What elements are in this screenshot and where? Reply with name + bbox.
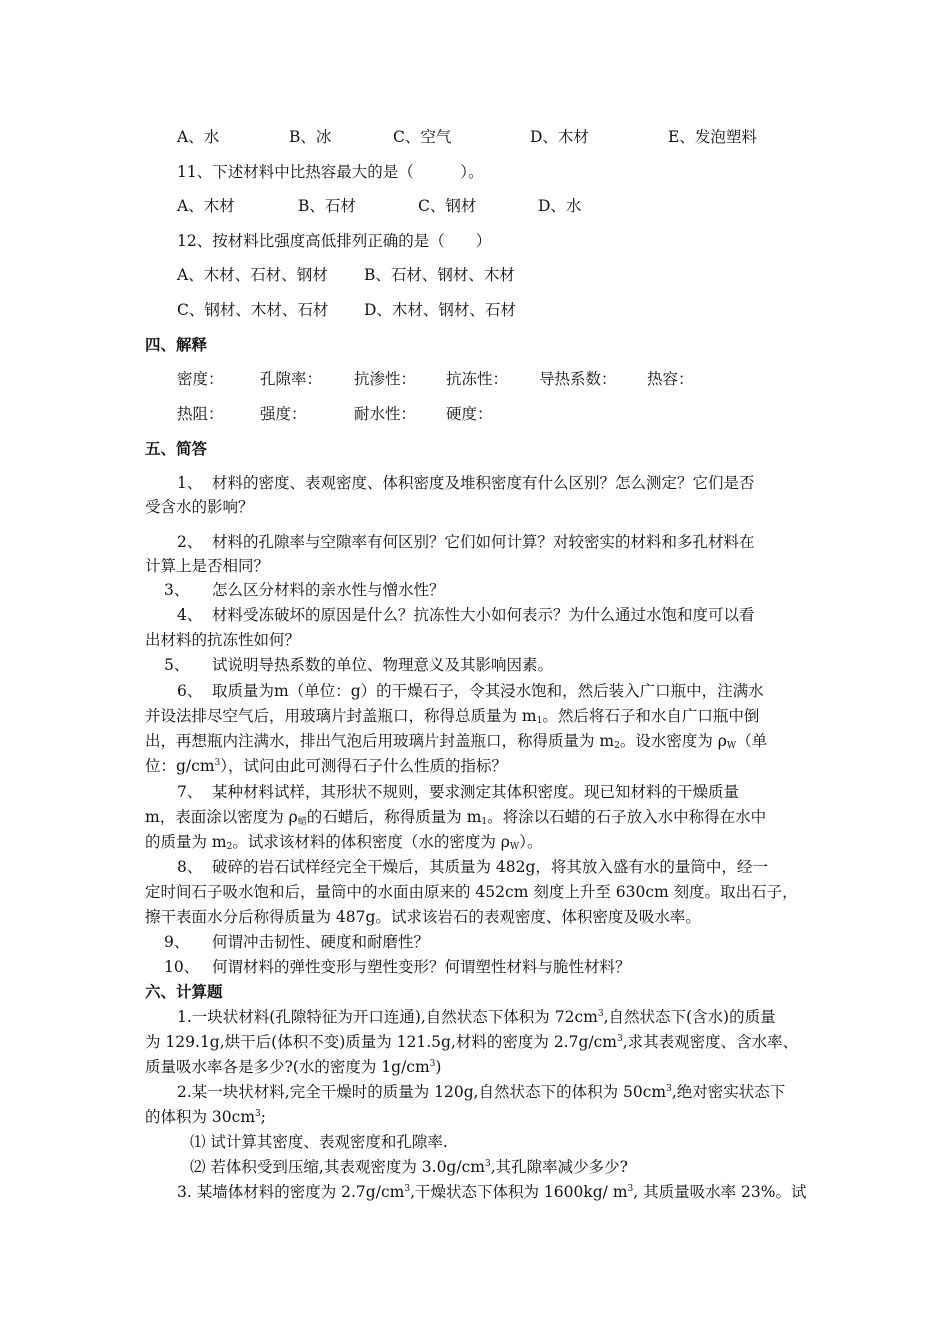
s5-q5-line1: 试说明导热系数的单位、物理意义及其影响因素。 (212, 656, 554, 674)
q12-option-c: C、钢材、木材、石材 (177, 301, 329, 319)
s5-q3-line1: 怎么区分材料的亲水性与憎水性？ (212, 581, 445, 599)
term-water-resistance: 耐水性： (354, 405, 417, 423)
s5-q7-line2: m，表面涂以密度为 $\rho_蜡$的石蜡后，称得质量为 $m_1$。将涂以石蜡的石子放入水中称得在水中 (145, 808, 767, 827)
s6-p2-line2: 的体积为 $30cm^3$; (145, 1108, 266, 1126)
q12-question: 12、按材料比强度高低排列正确的是（ ） (177, 232, 492, 250)
q11-option-b: B、石材 (298, 197, 356, 215)
s5-q3-number: 3、 (164, 581, 190, 599)
term-hardness: 硬度： (446, 405, 493, 423)
term-strength: 强度： (260, 405, 307, 423)
s5-q4-line1: 材料受冻破坏的原因是什么？抗冻性大小如何表示？为什么通过水饱和度可以看 (212, 606, 755, 624)
s5-q5-number: 5、 (164, 656, 190, 674)
q11-option-c: C、钢材 (418, 197, 477, 215)
s5-q6-line1: 取质量为m（单位：g）的干燥石子，令其浸水饱和，然后装入广口瓶中，注满水 (212, 682, 764, 700)
s6-p3-line1: 3. 某墙体材料的密度为 $2.7g/cm^3$,干燥状态下体积为 1600kg/ $m^3$, 其质量吸水率 23%。试 (177, 1183, 807, 1201)
s5-q6-line4: 位：$g/cm^3$），试问由此可测得石子什么性质的指标？ (145, 757, 508, 775)
s5-q6-line3: 出，再想瓶内注满水，排出气泡后用玻璃片封盖瓶口，称得质量为 $m_2$。设水密度为 $\rho_W$（单 (145, 732, 768, 751)
s5-q9-line1: 何谓冲击韧性、硬度和耐磨性？ (212, 933, 430, 951)
q12-option-a: A、木材、石材、钢材 (177, 266, 328, 284)
q11-option-d: D、水 (538, 197, 582, 215)
s6-p1-line1: 1.一块状材料(孔隙特征为开口连通),自然状态下体积为 $72cm^3$,自然状态下(含水)的质量 (177, 1008, 776, 1026)
s5-q7-number: 7、 (177, 783, 203, 801)
s5-q8-line1: 破碎的岩石试样经完全干燥后，其质量为 482g，将其放入盛有水的量筒中，经一 (212, 858, 768, 876)
term-impermeability: 抗渗性： (354, 370, 417, 388)
s5-q8-line2: 定时间石子吸水饱和后，量筒中的水面由原来的 452cm 刻度上升至 630cm 刻度。取出石子， (145, 883, 798, 901)
s5-q8-line3: 擦干表面水分后称得质量为 487g。试求该岩石的表观密度、体积密度及吸水率。 (145, 908, 701, 926)
q10-option-d: D、木材 (530, 128, 589, 146)
s6-p2-sub2: ⑵ 若体积受到压缩,其表观密度为 $3.0g/cm^3$,其孔隙率减少多少? (190, 1158, 628, 1176)
q10-option-a: A、水 (177, 128, 220, 146)
s5-q10-number: 10、 (164, 958, 200, 976)
section-6-title: 六、计算题 (145, 982, 223, 1001)
q10-option-e: E、发泡塑料 (668, 128, 757, 146)
s5-q2-line2: 计算上是否相同？ (145, 557, 270, 575)
q10-option-c: C、空气 (393, 128, 452, 146)
s5-q2-number: 2、 (177, 533, 203, 551)
s5-q2-line1: 材料的孔隙率与空隙率有何区别？它们如何计算？对较密实的材料和多孔材料在 (212, 533, 755, 551)
s6-p1-line2: 为 129.1g,烘干后(体积不变)质量为 121.5g,材料的密度为 $2.7g/cm^3$,求其表观密度、含水率、 (145, 1033, 799, 1051)
s6-p1-line3: 质量吸水率各是多少?(水的密度为 $1g/cm^3$) (145, 1058, 442, 1076)
s5-q1-line1: 材料的密度、表观密度、体积密度及堆积密度有什么区别？怎么测定？它们是否 (212, 474, 755, 492)
term-thermal-resistance: 热阻： (177, 405, 224, 423)
s5-q4-number: 4、 (177, 606, 203, 624)
term-thermal-conductivity: 导热系数： (539, 370, 617, 388)
term-porosity: 孔隙率： (260, 370, 323, 388)
section-4-title: 四、解释 (145, 335, 208, 354)
s5-q1-number: 1、 (177, 474, 203, 492)
term-frost-resistance: 抗冻性： (446, 370, 509, 388)
s5-q9-number: 9、 (164, 933, 190, 951)
s5-q6-number: 6、 (177, 682, 203, 700)
q12-option-d: D、木材、钢材、石材 (364, 301, 516, 319)
q11-question: 11、下述材料中比热容最大的是（ ）。 (177, 163, 484, 181)
s5-q10-line1: 何谓材料的弹性变形与塑性变形？何谓塑性材料与脆性材料？ (212, 958, 631, 976)
s5-q6-line2: 并设法排尽空气后，用玻璃片封盖瓶口，称得总质量为 $m_1$。然后将石子和水自广口瓶中倒 (145, 707, 760, 726)
q11-option-a: A、木材 (177, 197, 235, 215)
s5-q7-line3: 的质量为 $m_2$。试求该材料的体积密度（水的密度为 $\rho_W$）。 (145, 833, 543, 852)
term-density: 密度： (177, 370, 224, 388)
s6-p2-line1: 2.某一块状材料,完全干燥时的质量为 120g,自然状态下的体积为 $50cm^3$,绝对密实状态下 (177, 1083, 786, 1101)
term-heat-capacity: 热容： (647, 370, 694, 388)
section-5-title: 五、简答 (145, 439, 208, 458)
s5-q4-line2: 出材料的抗冻性如何？ (145, 631, 301, 649)
s5-q7-line1: 某种材料试样，其形状不规则，要求测定其体积密度。现已知材料的干燥质量 (212, 783, 740, 801)
q10-option-b: B、冰 (289, 128, 332, 146)
s5-q8-number: 8、 (177, 858, 203, 876)
s6-p2-sub1: ⑴ 试计算其密度、表观密度和孔隙率. (190, 1133, 448, 1151)
q12-option-b: B、石材、钢材、木材 (364, 266, 515, 284)
s5-q1-line2: 受含水的影响？ (145, 498, 254, 516)
